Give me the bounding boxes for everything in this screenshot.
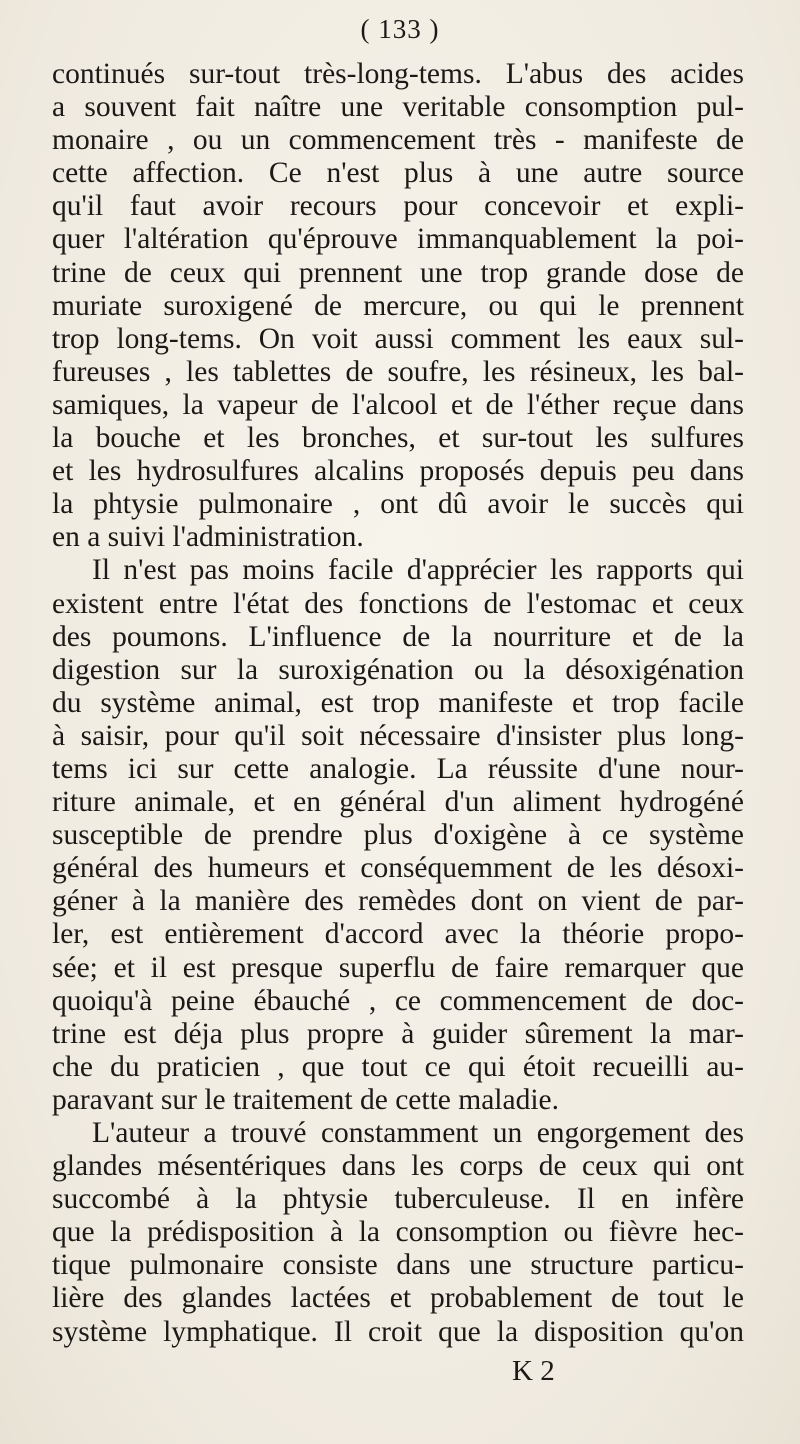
text-line: que la prédisposition à la consomption ou fièvre hec- xyxy=(52,1216,744,1249)
text-line: existent entre l'état des fonctions de l'estomac et ceux xyxy=(52,587,744,620)
text-line: riture animale, et en général d'un aliment hydrogéné xyxy=(52,786,744,819)
text-line: trop long-tems. On voit aussi comment les eaux sul- xyxy=(52,322,744,355)
text-line: lière des glandes lactées et probablement de tout le xyxy=(52,1282,744,1315)
text-line: la phtysie pulmonaire , ont dû avoir le succès qui xyxy=(52,488,744,521)
text-line: samiques, la vapeur de l'alcool et de l'éther reçue dans xyxy=(52,388,744,421)
body-text xyxy=(52,58,744,1349)
signature-mark: K 2 xyxy=(512,1355,555,1387)
text-line: L'auteur a trouvé constamment un engorgement des xyxy=(92,1117,744,1149)
text-line: che du praticien , que tout ce qui étoit recueilli au- xyxy=(52,1050,744,1083)
text-line: sée; et il est presque superflu de faire remarquer que xyxy=(52,951,744,984)
text-line: des poumons. L'influence de la nourriture et de la xyxy=(52,620,744,653)
text-line: et les hydrosulfures alcalins proposés depuis peu dans xyxy=(52,455,744,488)
text-line: digestion sur la suroxigénation ou la désoxigénation xyxy=(52,653,744,686)
text-line: trine de ceux qui prennent une trop grande dose de xyxy=(52,256,744,289)
text-line: qu'il faut avoir recours pour concevoir et expli- xyxy=(52,190,744,223)
text-line: ler, est entièrement d'accord avec la théorie propo- xyxy=(52,918,744,951)
text-line: système lymphatique. Il croit que la disposition qu'on xyxy=(52,1315,744,1348)
text-line: général des humeurs et conséquemment de les désoxi- xyxy=(52,852,744,885)
text-line: muriate suroxigené de mercure, ou qui le prennent xyxy=(52,289,744,322)
text-line: susceptible de prendre plus d'oxigène à ce système xyxy=(52,819,744,852)
text-line: fureuses , les tablettes de soufre, les résineux, les bal- xyxy=(52,355,744,388)
text-line: a souvent fait naître une veritable consomption pul- xyxy=(52,91,744,124)
text-line: à saisir, pour qu'il soit nécessaire d'insister plus long- xyxy=(52,719,744,752)
text-line: cette affection. Ce n'est plus à une autre source xyxy=(52,157,744,190)
text-line: tems ici sur cette analogie. La réussite d'une nour- xyxy=(52,752,744,785)
text-line: succombé à la phtysie tuberculeuse. Il en infère xyxy=(52,1183,744,1216)
text-line: la bouche et les bronches, et sur-tout les sulfures xyxy=(52,422,744,455)
text-line: du système animal, est trop manifeste et trop facile xyxy=(52,686,744,719)
text-line: en a suivi l'administration. xyxy=(52,521,364,554)
text-line: Il n'est pas moins facile d'apprécier les rapports qui xyxy=(92,554,744,587)
page-number: ( 133 ) xyxy=(360,14,440,44)
text-line: glandes mésentériques dans les corps de ceux qui ont xyxy=(52,1150,744,1183)
text-line: paravant sur le traitement de cette maladie. xyxy=(52,1083,559,1116)
text-line: géner à la manière des remèdes dont on vient de par- xyxy=(52,885,744,918)
text-line: quoiqu'à peine ébauché , ce commencement de doc- xyxy=(52,984,744,1017)
text-line: quer l'altération qu'éprouve immanquablement la poi- xyxy=(52,223,744,256)
text-line: trine est déja plus propre à guider sûrement la mar- xyxy=(52,1017,744,1050)
text-line: continués sur-tout très-long-tems. L'abus des acides xyxy=(52,58,744,90)
text-line: monaire , ou un commencement très - manifeste de xyxy=(52,124,744,157)
text-line: tique pulmonaire consiste dans une structure particu- xyxy=(52,1249,744,1282)
